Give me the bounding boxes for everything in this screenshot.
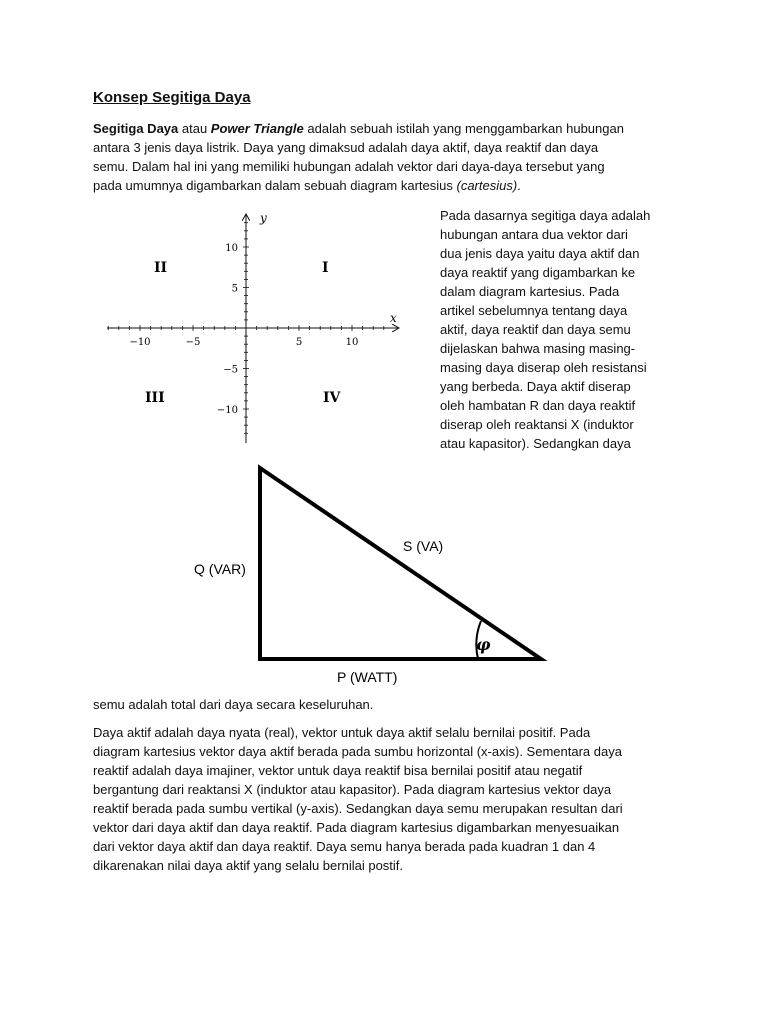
side-line: masing daya diserap oleh resistansi bbox=[440, 360, 647, 375]
side-line: daya reaktif yang digambarkan ke bbox=[440, 265, 636, 280]
intro-line-2: antara 3 jenis daya listrik. Daya yang dimaksud adalah daya aktif, daya reaktif dan daya bbox=[93, 140, 599, 155]
main-line: Daya aktif adalah daya nyata (real), vektor untuk daya aktif selalu bernilai positif. Pada bbox=[93, 725, 591, 740]
term-cartesius: (cartesius) bbox=[456, 178, 518, 193]
main-line: diagram kartesius vektor daya aktif berada pada sumbu horizontal (x-axis). Sementara daya bbox=[93, 744, 622, 759]
quadrant-3-label: III bbox=[145, 390, 165, 406]
intro-line-1 bbox=[93, 119, 683, 138]
side-line: yang berbeda. Daya aktif diserap bbox=[440, 379, 631, 394]
phi-symbol: φ bbox=[476, 635, 491, 654]
side-line: dijelaskan bahwa masing masing- bbox=[440, 341, 636, 356]
intro-line-1-rest: adalah sebuah istilah yang menggambarkan hubungan bbox=[303, 121, 624, 136]
vertical-side-label: Q (VAR) bbox=[194, 561, 246, 577]
side-line: dua jenis daya yaitu daya aktif dan bbox=[440, 246, 640, 261]
y-tick-label: 5 bbox=[231, 283, 238, 295]
main-line: reaktif adalah daya imajiner, vektor untuk daya reaktif bisa bernilai positif atau negatif bbox=[93, 763, 583, 778]
page-title: Konsep Segitiga Daya bbox=[93, 89, 251, 106]
term-power-triangle: Power Triangle bbox=[210, 121, 304, 136]
side-line: atau kapasitor). Sedangkan daya bbox=[440, 436, 631, 451]
quadrant-4-label: IV bbox=[323, 390, 341, 406]
hypotenuse-label: S (VA) bbox=[403, 538, 444, 554]
x-tick-label: 10 bbox=[345, 337, 359, 348]
y-tick-label: −5 bbox=[223, 364, 238, 376]
y-axis-label: y bbox=[260, 211, 267, 225]
power-triangle bbox=[260, 468, 541, 659]
power-triangle-diagram bbox=[190, 460, 560, 690]
side-paragraph bbox=[440, 206, 670, 453]
side-line: artikel sebelumnya tentang daya bbox=[440, 303, 628, 318]
side-line: dalam diagram kartesius. Pada bbox=[440, 284, 620, 299]
x-tick-label: −5 bbox=[185, 337, 201, 348]
main-line: dari vektor daya aktif dan daya reaktif. Daya semu hanya berada pada kuadran 1 dan 4 bbox=[93, 839, 596, 854]
horizontal-side-label: P (WATT) bbox=[337, 669, 398, 685]
side-line: oleh hambatan R dan daya reaktif bbox=[440, 398, 636, 413]
intro-line-4 bbox=[93, 176, 683, 195]
term-segitiga-daya: Segitiga Daya bbox=[93, 121, 179, 136]
intro-connector: atau bbox=[178, 121, 211, 136]
main-line: bergantung dari reaktansi X (induktor atau kapasitor). Pada diagram kartesius vektor daya bbox=[93, 782, 612, 797]
side-line: diserap oleh reaktansi X (induktor bbox=[440, 417, 634, 432]
intro-line-3: semu. Dalam hal ini yang memiliki hubungan adalah vektor dari daya-daya tersebut yang bbox=[93, 159, 605, 174]
quadrant-2-label: II bbox=[154, 260, 168, 276]
main-line: vektor dari daya aktif dan daya reaktif. Pada diagram kartesius digambarkan menyesuaikan bbox=[93, 820, 620, 835]
main-line: dikarenakan nilai daya aktif yang selalu bernilai postif. bbox=[93, 858, 404, 873]
x-tick-label: 5 bbox=[295, 337, 303, 348]
intro-line-4-end: . bbox=[517, 178, 521, 193]
side-line: Pada dasarnya segitiga daya adalah bbox=[440, 208, 651, 223]
continuation-paragraph bbox=[93, 695, 683, 714]
y-tick-label: −10 bbox=[216, 405, 238, 416]
main-paragraph bbox=[93, 723, 683, 875]
main-line: reaktif berada pada sumbu vertikal (y-axis). Sedangkan daya semu merupakan resultan dari bbox=[93, 801, 623, 816]
side-line: hubungan antara dua vektor dari bbox=[440, 227, 628, 242]
y-tick-label: 10 bbox=[225, 243, 238, 254]
intro-line-4-text: pada umumnya digambarkan dalam sebuah diagram kartesius bbox=[93, 178, 457, 193]
x-tick-label: −10 bbox=[129, 337, 151, 348]
side-line: aktif, daya reaktif dan daya semu bbox=[440, 322, 631, 337]
x-axis-label: x bbox=[390, 311, 397, 325]
continuation-line: semu adalah total dari daya secara keseluruhan. bbox=[93, 697, 374, 712]
cartesian-diagram bbox=[100, 205, 410, 450]
intro-paragraph bbox=[93, 119, 683, 195]
quadrant-1-label: I bbox=[322, 260, 329, 276]
